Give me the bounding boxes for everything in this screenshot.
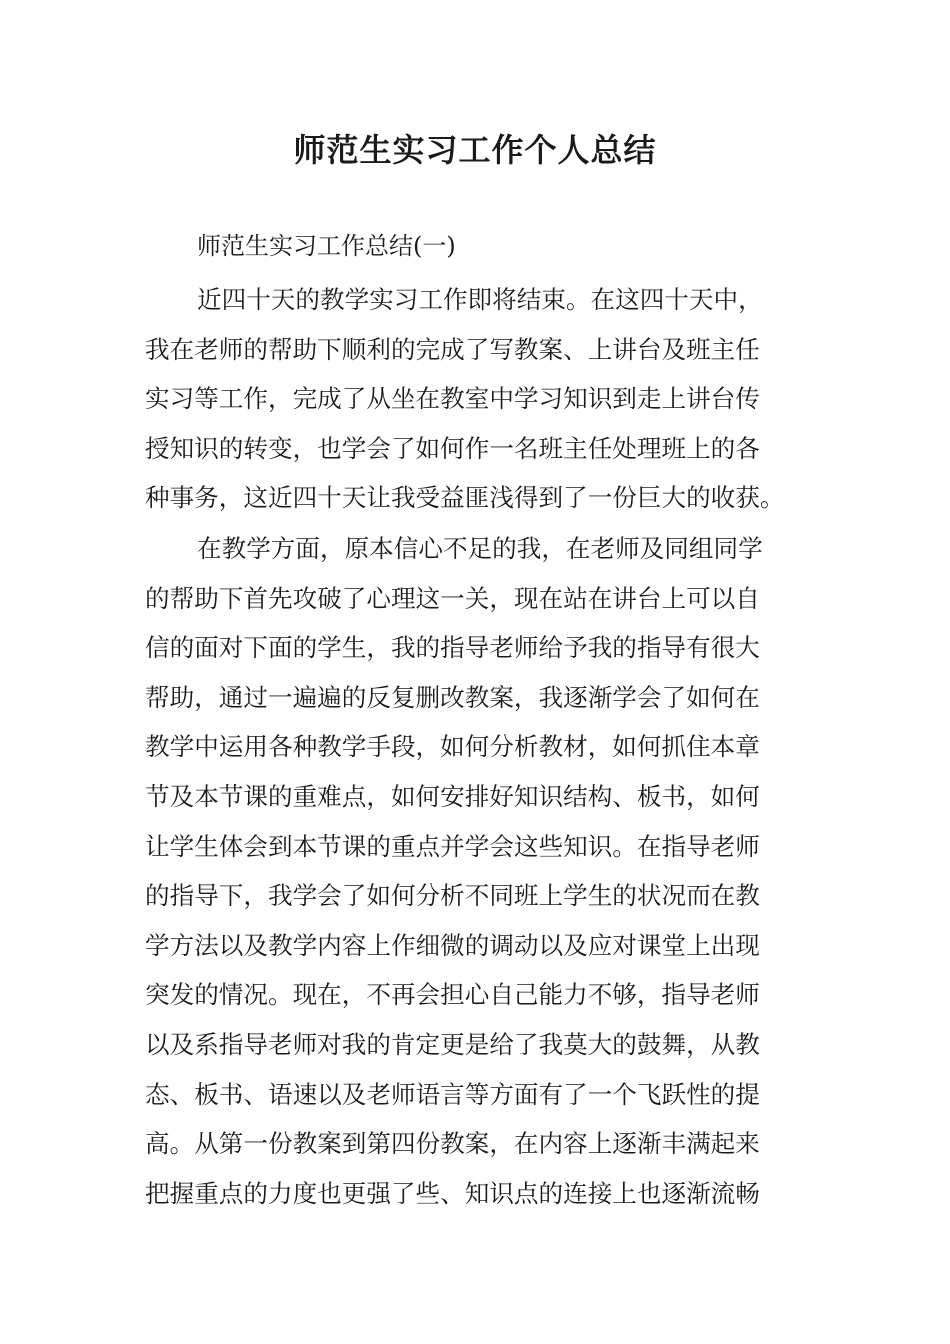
paragraph-line: 让学生体会到本节课的重点并学会这些知识。在指导老师 [145,831,760,861]
paragraph-line: 我在老师的帮助下顺利的完成了写教案、上讲台及班主任 [145,334,760,364]
paragraph-line: 信的面对下面的学生，我的指导老师给予我的指导有很大 [145,633,760,663]
paragraph-line: 的帮助下首先攻破了心理这一关，现在站在讲台上可以自 [145,583,760,613]
paragraph-line: 实习等工作，完成了从坐在教室中学习知识到走上讲台传 [145,384,760,414]
paragraph-line: 学方法以及教学内容上作细微的调动以及应对课堂上出现 [145,930,760,960]
paragraph-line: 态、板书、语速以及老师语言等方面有了一个飞跃性的提 [145,1079,760,1109]
paragraph-line: 帮助，通过一遍遍的反复删改教案，我逐渐学会了如何在 [145,682,760,712]
paragraph-line: 的指导下，我学会了如何分析不同班上学生的状况而在教 [145,881,760,911]
paragraph-line: 教学中运用各种教学手段，如何分析教材，如何抓住本章 [145,732,760,762]
paragraph-line: 突发的情况。现在，不再会担心自己能力不够，指导老师 [145,980,760,1010]
paragraph-line: 把握重点的力度也更强了些、知识点的连接上也逐渐流畅 [145,1178,760,1208]
paragraph-line: 近四十天的教学实习工作即将结束。在这四十天中， [197,285,763,314]
paragraph-line: 种事务，这近四十天让我受益匪浅得到了一份巨大的收获。 [145,483,785,513]
section-subtitle: 师范生实习工作总结(一) [197,232,456,260]
paragraph-line: 授知识的转变，也学会了如何作一名班主任处理班上的各 [145,433,760,463]
paragraph-line: 高。从第一份教案到第四份教案，在内容上逐渐丰满起来 [145,1129,760,1159]
paragraph-1 [145,275,815,523]
document-title: 师范生实习工作个人总结 [293,131,657,169]
paragraph-line: 节及本节课的重难点，如何安排好知识结构、板书，如何 [145,781,760,811]
paragraph-line: 以及系指导老师对我的肯定更是给了我莫大的鼓舞，从教 [145,1029,760,1059]
paragraph-2 [145,524,815,1218]
paragraph-line: 在教学方面，原本信心不足的我，在老师及同组同学 [197,534,763,563]
